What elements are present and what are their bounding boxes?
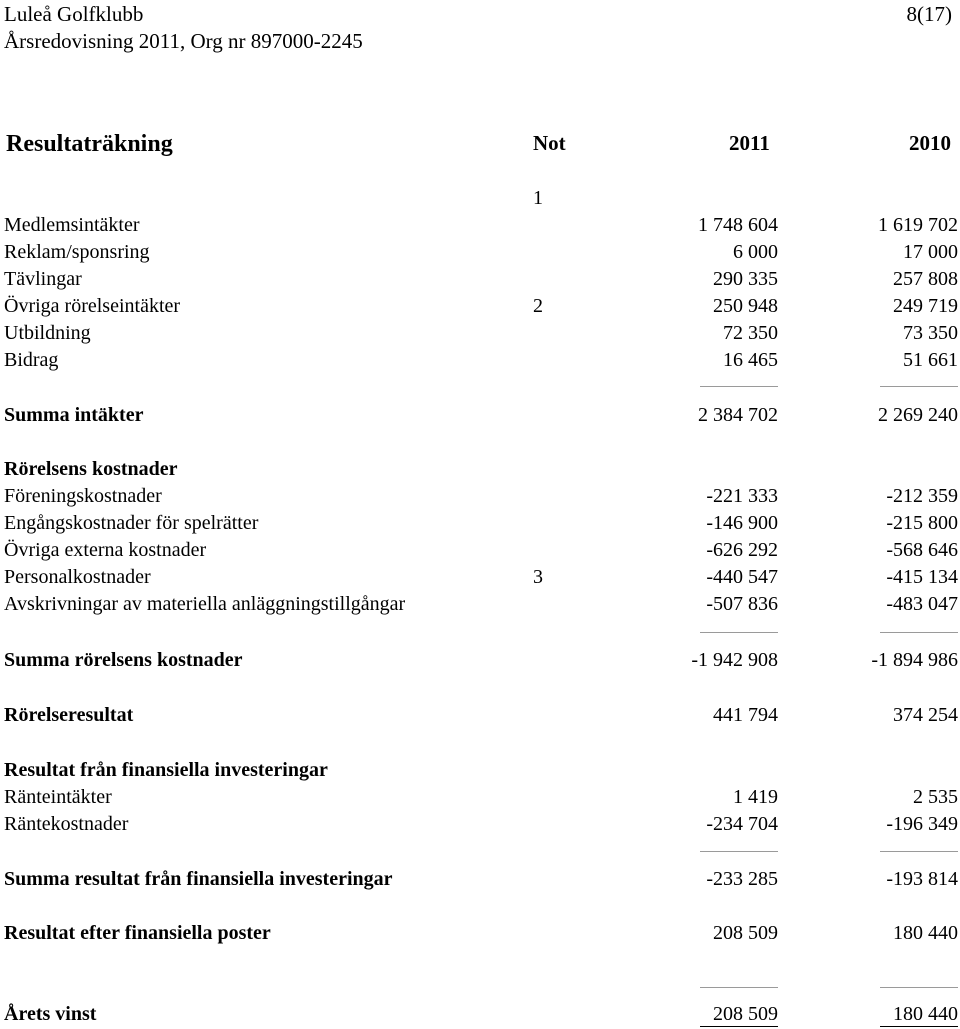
row-label: Reklam/sponsring	[4, 241, 150, 263]
table-row	[0, 402, 960, 428]
row-note: 2	[533, 295, 543, 317]
value-2010: 1 619 702	[878, 214, 958, 236]
value-2010: -483 047	[886, 593, 958, 615]
value-2010: -212 359	[886, 485, 958, 507]
row-label: Summa rörelsens kostnader	[4, 649, 243, 671]
value-2010: 374 254	[893, 704, 958, 726]
value-2010: 180 440	[893, 1003, 958, 1025]
subtotal-rule	[880, 632, 958, 633]
value-2010: 257 808	[893, 268, 958, 290]
total-underline	[700, 1026, 778, 1027]
value-2011: 72 350	[723, 322, 778, 344]
row-label: Ränteintäkter	[4, 786, 112, 808]
value-2010: 73 350	[903, 322, 958, 344]
row-label: Bidrag	[4, 349, 59, 371]
value-2010: 2 269 240	[878, 404, 958, 426]
row-label: Räntekostnader	[4, 813, 129, 835]
table-row	[0, 647, 960, 673]
value-2010: -1 894 986	[871, 649, 958, 671]
statement-title: Resultaträkning	[6, 131, 173, 157]
value-2011: -221 333	[706, 485, 778, 507]
table-row	[0, 702, 960, 728]
row-label: Personalkostnader	[4, 566, 151, 588]
row-label: Föreningskostnader	[4, 485, 162, 507]
value-2011: 6 000	[733, 241, 778, 263]
table-row	[0, 483, 960, 509]
subtotal-rule	[880, 386, 958, 387]
table-row	[0, 266, 960, 292]
value-2011: -626 292	[706, 539, 778, 561]
table-row	[0, 1001, 960, 1027]
value-2011: 250 948	[713, 295, 778, 317]
row-label: Summa intäkter	[4, 404, 144, 426]
row-label: Tävlingar	[4, 268, 82, 290]
value-2010: 2 535	[913, 786, 958, 808]
value-2011: 208 509	[713, 1003, 778, 1025]
table-row	[0, 239, 960, 265]
value-2010: -196 349	[886, 813, 958, 835]
section-heading: Resultat från finansiella investeringar	[4, 759, 328, 781]
value-2011: 2 384 702	[698, 404, 778, 426]
subtotal-rule	[700, 987, 778, 988]
value-2011: 208 509	[713, 922, 778, 944]
value-2011: -1 942 908	[691, 649, 778, 671]
row-label: Summa resultat från finansiella investeringar	[4, 868, 393, 890]
total-underline	[880, 1026, 958, 1027]
row-label: Övriga externa kostnader	[4, 539, 207, 561]
row-label: Rörelseresultat	[4, 704, 134, 726]
value-2010: 51 661	[903, 349, 958, 371]
row-label: Medlemsintäkter	[4, 214, 140, 236]
table-row	[0, 920, 960, 946]
table-row	[0, 866, 960, 892]
value-2011: -507 836	[706, 593, 778, 615]
table-row	[0, 564, 960, 590]
value-2010: -215 800	[886, 512, 958, 534]
row-label: Utbildning	[4, 322, 91, 344]
table-row	[0, 293, 960, 319]
org-name: Luleå Golfklubb	[4, 2, 144, 26]
value-2011: 1 419	[733, 786, 778, 808]
column-header-2011: 2011	[729, 131, 770, 155]
document-subtitle: Årsredovisning 2011, Org nr 897000-2245	[4, 29, 363, 53]
table-row	[0, 456, 960, 482]
value-2011: -146 900	[706, 512, 778, 534]
value-2011: -440 547	[706, 566, 778, 588]
row-label: Övriga rörelseintäkter	[4, 295, 181, 317]
value-2011: 290 335	[713, 268, 778, 290]
table-row	[0, 510, 960, 536]
section-heading: Rörelsens kostnader	[4, 458, 178, 480]
column-header-not: Not	[533, 131, 566, 155]
table-row	[0, 320, 960, 346]
value-2011: 16 465	[723, 349, 778, 371]
row-note: 3	[533, 566, 543, 588]
value-2011: -233 285	[706, 868, 778, 890]
table-row	[0, 784, 960, 810]
table-row	[0, 757, 960, 783]
value-2011: 441 794	[713, 704, 778, 726]
subtotal-rule	[880, 987, 958, 988]
row-note: 1	[533, 187, 543, 209]
subtotal-rule	[700, 386, 778, 387]
table-row	[0, 811, 960, 837]
page-number: 8(17)	[906, 2, 952, 26]
table-row	[0, 212, 960, 238]
value-2010: 249 719	[893, 295, 958, 317]
table-row	[0, 347, 960, 373]
subtotal-rule	[700, 851, 778, 852]
table-row	[0, 185, 960, 211]
value-2010: 180 440	[893, 922, 958, 944]
value-2010: 17 000	[903, 241, 958, 263]
table-row	[0, 537, 960, 563]
row-label: Resultat efter finansiella poster	[4, 922, 271, 944]
column-header-2010: 2010	[909, 131, 951, 155]
value-2010: -415 134	[886, 566, 958, 588]
value-2010: -193 814	[886, 868, 958, 890]
value-2011: 1 748 604	[698, 214, 778, 236]
value-2010: -568 646	[886, 539, 958, 561]
subtotal-rule	[880, 851, 958, 852]
subtotal-rule	[700, 632, 778, 633]
row-label: Avskrivningar av materiella anläggningstillgångar	[4, 593, 406, 615]
row-label: Engångskostnader för spelrätter	[4, 512, 259, 534]
value-2011: -234 704	[706, 813, 778, 835]
row-label: Årets vinst	[4, 1003, 97, 1025]
table-row	[0, 591, 960, 617]
